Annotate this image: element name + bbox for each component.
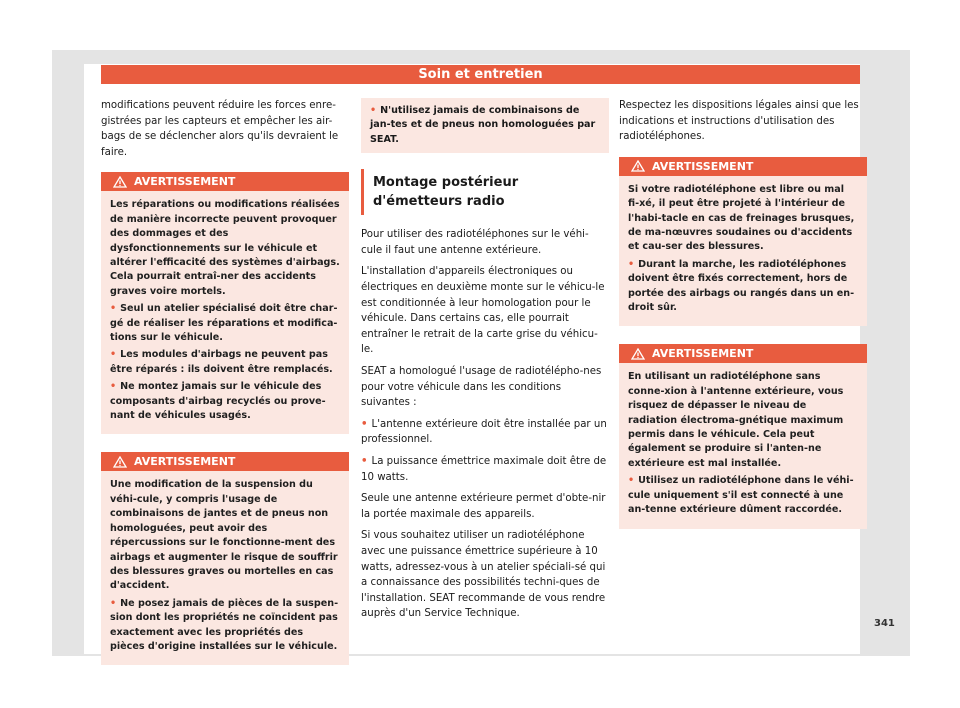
warning-header xyxy=(619,157,867,176)
bullet-dot-icon: • xyxy=(361,455,368,467)
intro-text: modifications peuvent réduire les forces enre-gistrées par les capteurs et empêcher les air-bags de se déclencher alors qu'ils devraient le faire. xyxy=(101,100,339,158)
warning-triangle-icon xyxy=(631,348,645,360)
bullet-dot-icon: • xyxy=(110,303,117,315)
warning-body xyxy=(101,191,349,434)
warning-title: AVERTISSEMENT xyxy=(134,455,236,469)
warning-text: Les réparations ou modifications réalisées de manière incorrecte peuvent provoquer des dommages et des dysfonctionnements sur le véhicule et altérer l'efficacité des systèmes d'airbags. Cela pourrait entraî-ner des accidents graves voire mortels. xyxy=(110,199,340,297)
warning-bullet: • Durant la marche, les radiotéléphones doivent être fixés correctement, hors de portée des airbags ou rangés dans un en-droit sûr. xyxy=(628,258,855,314)
warning-continuation: • N'utilisez jamais de combinaisons de jan-tes et de pneus non homologuées par SEAT. xyxy=(361,98,609,153)
chapter-header: Soin et entretien xyxy=(101,65,860,84)
warning-triangle-icon xyxy=(631,160,645,172)
column-right xyxy=(619,98,867,543)
bullet-dot-icon: • xyxy=(628,475,635,487)
bullet-dot-icon: • xyxy=(110,597,117,609)
warning-triangle-icon xyxy=(113,456,127,468)
bullet-dot-icon: • xyxy=(110,349,117,361)
body-paragraph: SEAT a homologué l'usage de radiotélépho-nes pour votre véhicule dans les conditions suivantes : xyxy=(361,365,602,409)
warning-body xyxy=(619,363,867,528)
warning-box xyxy=(101,452,349,665)
column-left xyxy=(101,98,349,679)
bullet-dot-icon: • xyxy=(110,381,117,393)
warning-body xyxy=(101,471,349,665)
warning-box xyxy=(619,344,867,528)
body-paragraph: Pour utiliser des radiotéléphones sur le véhi-cule il faut une antenne extérieure. xyxy=(361,229,589,256)
warning-title: AVERTISSEMENT xyxy=(652,159,754,173)
body-paragraph: Seule une antenne extérieure permet d'obte-nir la portée maximale des appareils. xyxy=(361,493,606,520)
warning-bullet: • Les modules d'airbags ne peuvent pas être réparés : ils doivent être remplacés. xyxy=(110,349,333,375)
warning-box xyxy=(619,157,867,327)
warning-title: AVERTISSEMENT xyxy=(134,175,236,189)
page-number: 341 xyxy=(874,618,895,629)
warning-bullet: • Seul un atelier spécialisé doit être char-gé de réaliser les réparations et modifica-tions sur le véhicule. xyxy=(110,303,338,344)
bullet-dot-icon: • xyxy=(628,258,635,270)
warning-text: Une modification de la suspension du véhi-cule, y compris l'usage de combinaisons de jantes et de pneus non homologuées, peut avoir des répercussions sur le fonctionne-ment des airbags et augmenter le risque de souffrir des blessures graves ou mortelles en cas d'accident. xyxy=(110,479,338,592)
warning-bullet: • Ne posez jamais de pièces de la suspen-sion dont les propriétés ne coïncident pas exactement avec les propriétés des pièces d'origine installées sur le véhicule. xyxy=(110,597,339,652)
warning-bullet: • Utilisez un radiotéléphone dans le véhi-cule uniquement s'il est connecté à une an-tenne extérieure dûment raccordée. xyxy=(628,475,854,516)
column-middle xyxy=(361,98,609,628)
list-item: • L'antenne extérieure doit être installée par un professionnel. xyxy=(361,418,607,446)
warning-box xyxy=(101,172,349,434)
warning-header xyxy=(101,172,349,191)
bullet-dot-icon: • xyxy=(370,105,377,116)
warning-text: Si votre radiotéléphone est libre ou mal fi-xé, il peut être projeté à l'intérieur de l'habi-tacle en cas de freinages brusques, de ma-nœuvres soudaines ou d'accidents et cau-ser des blessures. xyxy=(628,183,855,253)
warning-header xyxy=(101,452,349,471)
intro-text: Respectez les dispositions légales ainsi que les indications et instructions d'utilisation des radiotéléphones. xyxy=(619,100,859,143)
warning-text: En utilisant un radiotéléphone sans conne-xion à l'antenne extérieure, vous risquez de dépasser le niveau de radiation électroma-gnétique maximum permis dans le véhicule. Cela peut également se produire si l'anten-ne extérieure est mal installée. xyxy=(628,371,844,469)
section-title: Montage postérieur d'émetteurs radio xyxy=(361,169,609,215)
warning-body xyxy=(619,176,867,327)
list-item: • La puissance émettrice maximale doit être de 10 watts. xyxy=(361,455,607,483)
warning-header xyxy=(619,344,867,363)
body-paragraph: L'installation d'appareils électroniques ou électriques en deuxième monte sur le véhicu-le est conditionnée à leur homologation pour le véhicule. Dans certains cas, elle pourrait entraîner le retrait de la carte grise du véhicu-le. xyxy=(361,266,605,356)
body-paragraph: Si vous souhaitez utiliser un radiotéléphone avec une puissance émettrice supérieure à 10 watts, adressez-vous à un atelier spéciali-sé qui a connaissance des possibilités techni-ques de l'installation. SEAT recommande de vous rendre auprès d'un Service Technique. xyxy=(361,530,606,620)
bullet-dot-icon: • xyxy=(361,418,368,430)
warning-title: AVERTISSEMENT xyxy=(652,347,754,361)
warning-triangle-icon xyxy=(113,176,127,188)
warning-bullet: • Ne montez jamais sur le véhicule des composants d'airbag recyclés ou prove-nant de véhicules usagés. xyxy=(110,381,326,422)
